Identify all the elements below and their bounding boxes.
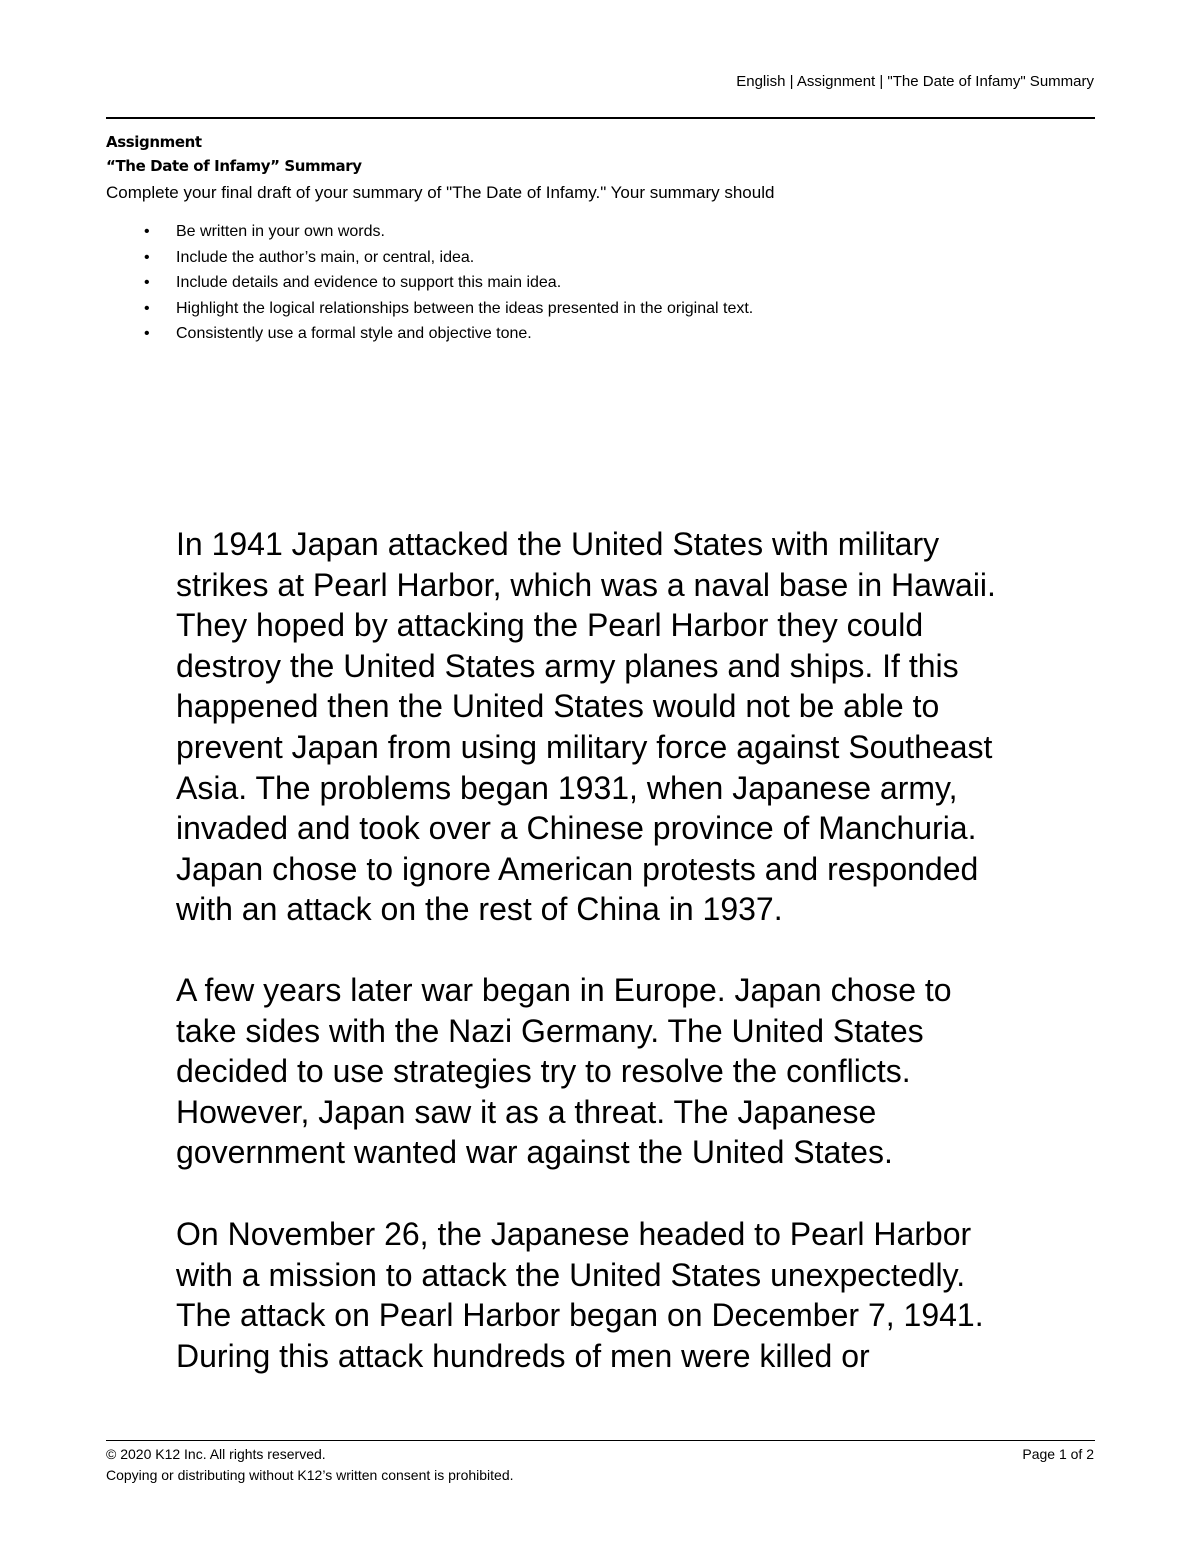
summary-line: Japan chose to ignore American protests and responded bbox=[176, 850, 979, 887]
requirement-text: Consistently use a formal style and objective tone. bbox=[176, 325, 532, 342]
page-number: Page 1 of 2 bbox=[1022, 1446, 1094, 1462]
footer-divider bbox=[106, 1440, 1095, 1441]
requirement-text: Be written in your own words. bbox=[176, 223, 385, 240]
requirement-item bbox=[106, 270, 753, 296]
summary-line: However, Japan saw it as a threat. The Japanese bbox=[176, 1093, 877, 1130]
requirement-item bbox=[106, 321, 753, 347]
summary-line: invaded and took over a Chinese province of Manchuria. bbox=[176, 810, 977, 847]
requirement-text: Include details and evidence to support this main idea. bbox=[176, 274, 562, 291]
bullet-icon: • bbox=[144, 274, 150, 291]
summary-line: prevent Japan from using military force against Southeast bbox=[176, 728, 993, 765]
assignment-label: Assignment bbox=[106, 133, 202, 151]
summary-line: happened then the United States would not be able to bbox=[176, 688, 940, 725]
summary-line: with a mission to attack the United States unexpectedly. bbox=[176, 1256, 966, 1293]
header-divider bbox=[106, 117, 1095, 119]
bullet-icon: • bbox=[144, 223, 150, 240]
assignment-instructions: Complete your final draft of your summary of "The Date of Infamy." Your summary should bbox=[106, 183, 775, 202]
summary-line: They hoped by attacking the Pearl Harbor they could bbox=[176, 607, 924, 644]
requirement-item bbox=[106, 245, 753, 271]
summary-line: On November 26, the Japanese headed to Pearl Harbor bbox=[176, 1216, 972, 1252]
requirements-list bbox=[106, 219, 753, 347]
summary-line: with an attack on the rest of China in 1937. bbox=[176, 891, 783, 928]
summary-line: Asia. The problems began 1931, when Japanese army, bbox=[176, 769, 958, 806]
summary-line: destroy the United States army planes and ships. If this bbox=[176, 647, 959, 684]
bullet-icon: • bbox=[144, 248, 150, 266]
summary-paragraph-2 bbox=[176, 970, 1096, 1173]
summary-line: A few years later war began in Europe. Japan chose to bbox=[176, 972, 952, 1008]
summary-line: During this attack hundreds of men were killed or bbox=[176, 1337, 870, 1374]
summary-paragraph-1 bbox=[176, 524, 1096, 930]
requirement-text: Include the author’s main, or central, idea. bbox=[176, 248, 475, 266]
summary-paragraph-3 bbox=[176, 1214, 1096, 1376]
summary-line: strikes at Pearl Harbor, which was a naval base in Hawaii. bbox=[176, 566, 996, 603]
requirement-text: Highlight the logical relationships between the ideas presented in the original text. bbox=[176, 299, 754, 317]
summary-line: take sides with the Nazi Germany. The United States bbox=[176, 1012, 924, 1049]
footer-copyright: © 2020 K12 Inc. All rights reserved. bbox=[106, 1446, 326, 1462]
summary-line: In 1941 Japan attacked the United States with military bbox=[176, 526, 940, 562]
assignment-title: “The Date of Infamy” Summary bbox=[106, 157, 362, 175]
header-breadcrumb: English | Assignment | "The Date of Infamy" Summary bbox=[736, 73, 1094, 90]
bullet-icon: • bbox=[144, 325, 150, 342]
bullet-icon: • bbox=[144, 299, 150, 317]
footer-consent: Copying or distributing without K12’s written consent is prohibited. bbox=[106, 1467, 514, 1483]
summary-line: government wanted war against the United States. bbox=[176, 1134, 893, 1171]
requirement-item bbox=[106, 219, 753, 245]
summary-line: decided to use strategies try to resolve the conflicts. bbox=[176, 1053, 911, 1090]
requirement-item bbox=[106, 296, 753, 322]
summary-line: The attack on Pearl Harbor began on December 7, 1941. bbox=[176, 1297, 984, 1334]
